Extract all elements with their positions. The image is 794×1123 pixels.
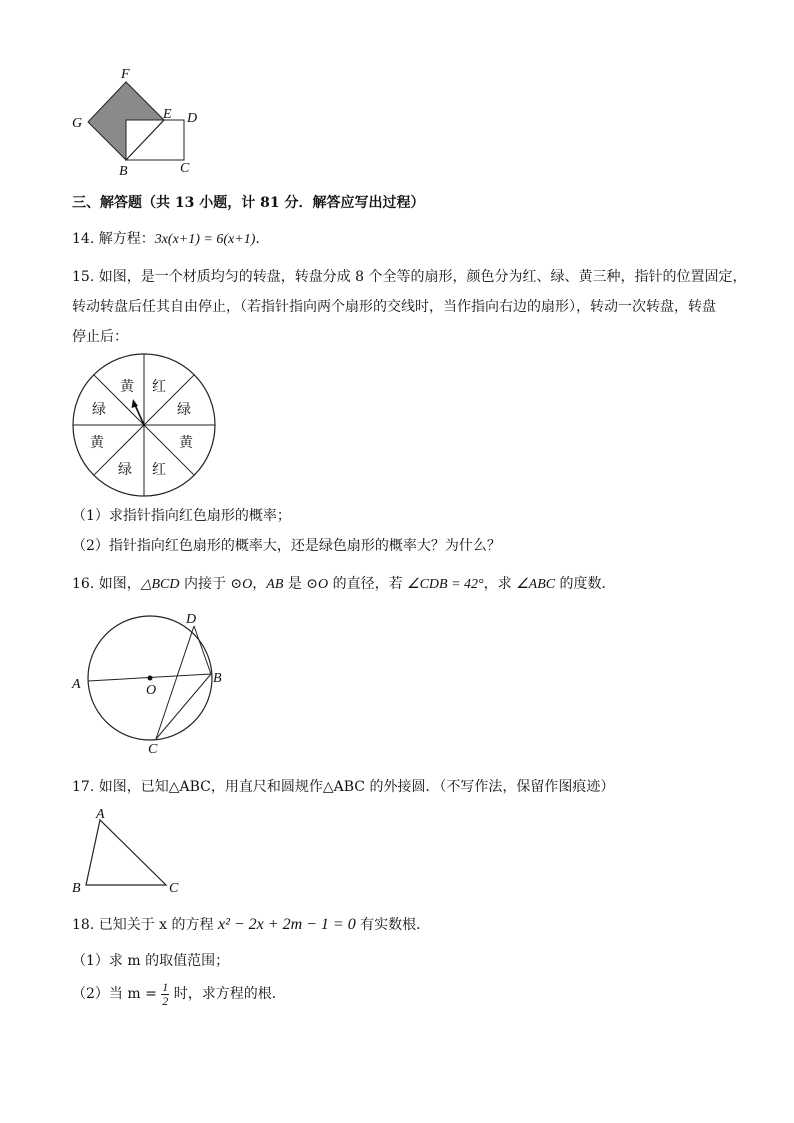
question-15-line1: 15. 如图，是一个材质均匀的转盘，转盘分成 8 个全等的扇形，颜色分为红、绿、黄三种，指针的位置固定，: [72, 269, 747, 285]
spinner-pointer-head: [132, 399, 139, 408]
sector-label-5: 黄: [179, 435, 193, 451]
label-b: B: [72, 881, 81, 896]
fraction-numerator: 1: [162, 980, 169, 994]
sector-label-6: 绿: [118, 462, 132, 478]
question-15-line2: 转动转盘后任其自由停止，（若指针指向两个扇形的交线时，当作指向右边的扇形），转动一次转盘，转盘: [72, 299, 716, 315]
square-figure: [60, 62, 210, 182]
label-b: B: [119, 164, 128, 179]
question-16: [72, 573, 616, 593]
chord-db: [194, 626, 211, 674]
label-c: C: [148, 742, 158, 757]
q16-part4: 是 ⊙: [283, 576, 319, 592]
q16-part5: 的直径，若: [328, 576, 408, 592]
spinner-figure: [70, 352, 220, 498]
q18-prefix: 18. 已知关于 x 的方程: [72, 917, 218, 933]
q16-part3: ，: [252, 576, 267, 592]
question-15-sub2: （2）指针指向红色扇形的概率大，还是绿色扇形的概率大？为什么？: [72, 538, 501, 554]
question-18-sub2: [72, 981, 286, 1007]
center-point: [148, 676, 153, 681]
q16-part6: ，求: [483, 576, 517, 592]
question-18: [72, 914, 430, 934]
q16-angle: ∠CDB = 42°: [407, 577, 484, 592]
circle-figure: [66, 608, 236, 758]
section-title: 三、解答题（共 13 小题，计 81 分．解答应写出过程）: [72, 195, 425, 211]
sector-label-2: 绿: [177, 402, 191, 418]
label-a: A: [96, 807, 105, 822]
spinner-pointer: [135, 405, 144, 425]
sector-label-1: 红: [152, 379, 166, 395]
sector-label-3: 绿: [92, 402, 106, 418]
q16-triangle: △BCD: [140, 577, 180, 592]
sector-label-7: 红: [152, 462, 166, 478]
question-15-sub1: （1）求指针指向红色扇形的概率；: [72, 508, 291, 524]
question-17: 17. 如图，已知△ABC，用直尺和圆规作△ABC 的外接圆．（不写作法，保留作图痕迹）: [72, 779, 615, 795]
fraction-denominator: 2: [162, 993, 169, 1008]
triangle-figure: [66, 806, 196, 898]
q18-suffix: 有实数根．: [355, 917, 431, 933]
q16-o2: O: [318, 577, 329, 592]
q16-part2: 内接于 ⊙: [179, 576, 243, 592]
sector-label-4: 黄: [90, 435, 104, 451]
q16-angle2: ∠ABC: [516, 577, 556, 592]
q16-o1: O: [242, 577, 253, 592]
label-g: G: [72, 116, 83, 131]
q14-prefix: 14. 解方程：: [72, 231, 155, 247]
q16-ab: AB: [266, 577, 284, 592]
question-15-line3: 停止后：: [72, 329, 128, 345]
q16-part1: 16. 如图，: [72, 576, 141, 592]
label-o: O: [146, 683, 157, 698]
label-c: C: [169, 881, 179, 896]
label-e: E: [163, 107, 172, 122]
chord-dc: [156, 626, 194, 739]
q18-sub2-prefix: （2）当 m =: [72, 986, 157, 1003]
question-18-sub1: （1）求 m 的取值范围；: [72, 953, 230, 969]
label-d: D: [186, 612, 197, 627]
label-d: D: [187, 111, 198, 126]
question-14: [72, 228, 260, 248]
q18-equation: x² − 2x + 2m − 1 = 0: [217, 916, 356, 933]
triangle-abc: [86, 820, 166, 885]
label-a: A: [72, 677, 81, 692]
q16-part7: 的度数．: [555, 576, 616, 592]
q18-sub2-suffix: 时，求方程的根．: [173, 986, 286, 1003]
q14-equation: 3x(x+1) = 6(x+1): [154, 232, 256, 247]
label-c: C: [180, 161, 190, 176]
q14-suffix: .: [255, 231, 260, 247]
chord-bc: [156, 674, 211, 739]
fraction-one-half: [161, 981, 169, 1007]
label-b: B: [213, 671, 222, 686]
label-f: F: [121, 67, 130, 82]
sector-label-0: 黄: [120, 379, 134, 395]
